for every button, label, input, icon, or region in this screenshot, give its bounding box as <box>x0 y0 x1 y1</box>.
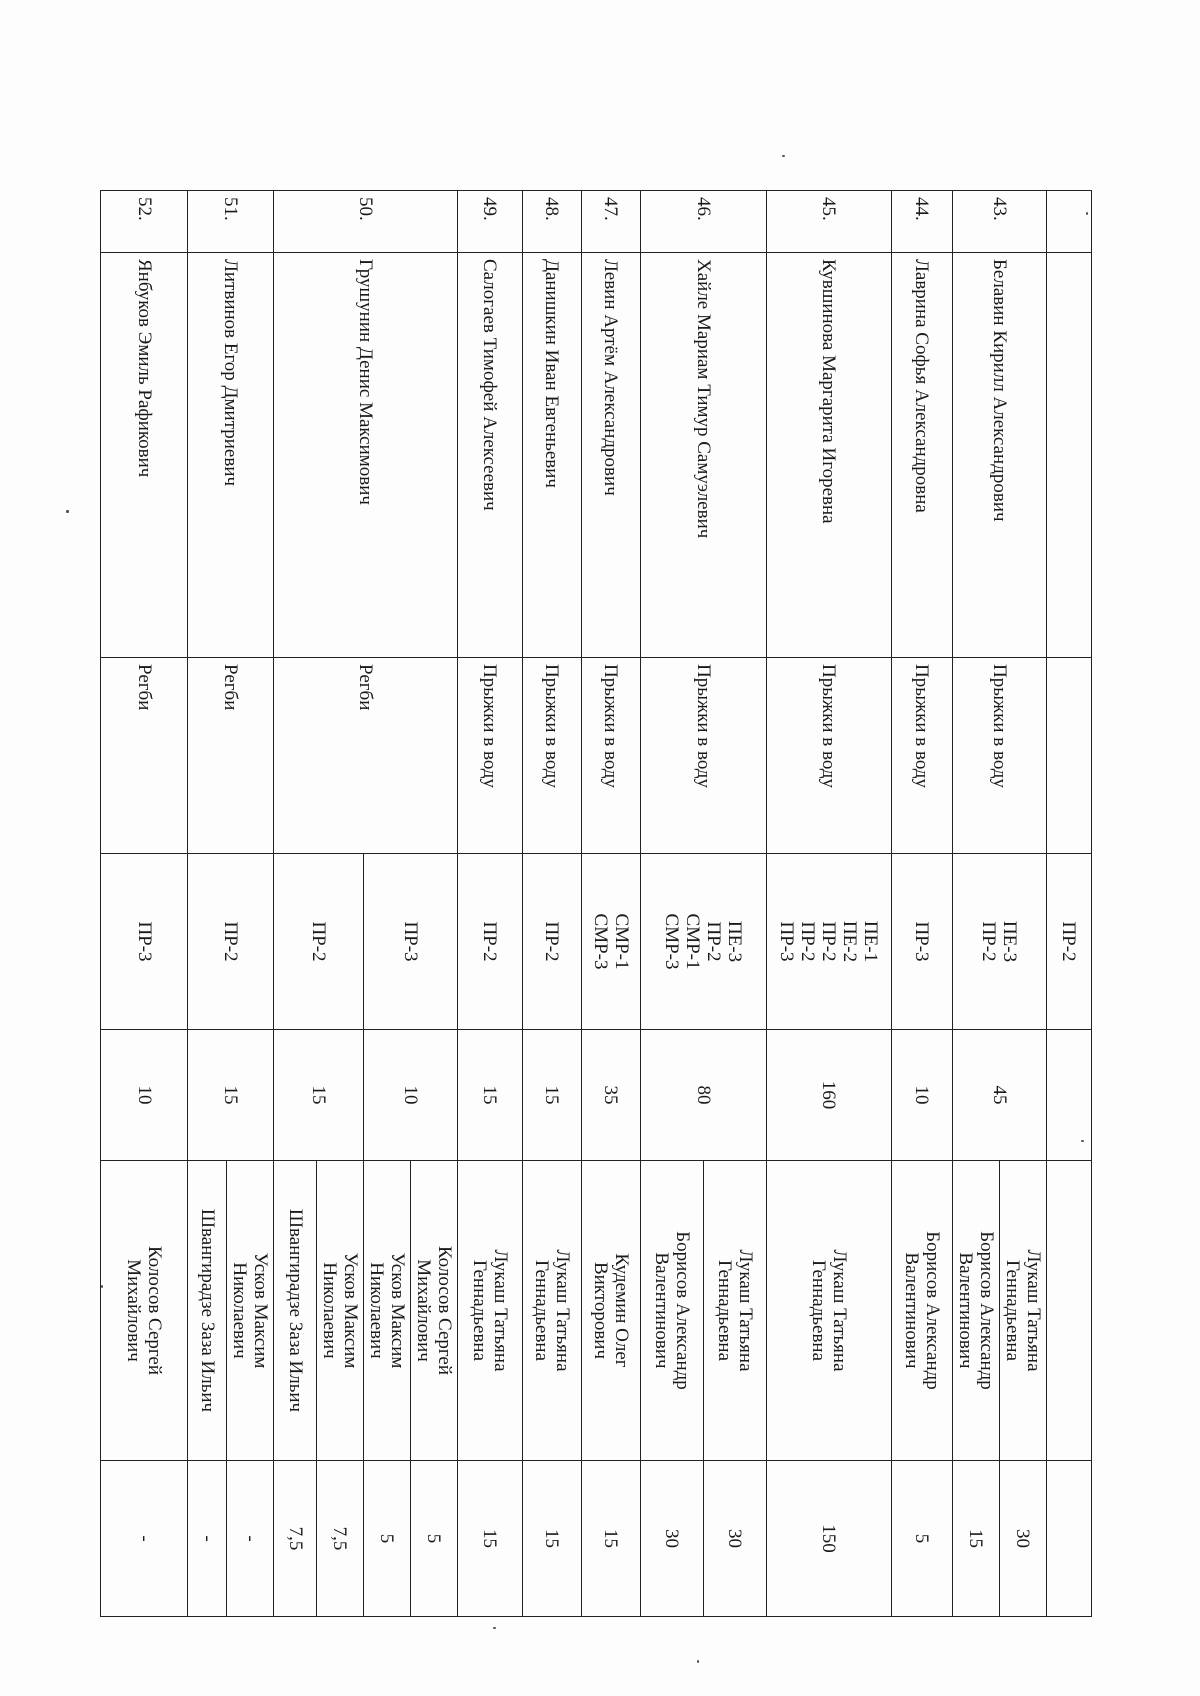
row-number: 46. <box>641 191 767 253</box>
athlete-name: Данишкин Иван Евгеньевич <box>523 253 582 658</box>
athlete-name: Левин Артём Александрович <box>582 253 641 658</box>
table-row <box>1000 191 1047 1617</box>
hours: 15 <box>523 1030 582 1161</box>
table-row <box>458 191 523 1617</box>
coach-hours: 30 <box>1000 1461 1047 1617</box>
stage-category: ПР-2 <box>1047 854 1092 1030</box>
sport: Прыжки в воду <box>458 658 523 854</box>
stage-category: ПЕ-3 ПР-2 <box>953 854 1047 1030</box>
row-number <box>1047 191 1092 253</box>
coach-hours: 30 <box>641 1461 704 1617</box>
row-number: 49. <box>458 191 523 253</box>
stage-category: ПР-2 <box>458 854 523 1030</box>
coach-name: Швангирадзе Заза Ильич <box>274 1161 317 1461</box>
coach-hours: 5 <box>411 1461 458 1617</box>
sport: Регби <box>101 658 188 854</box>
table-row <box>704 191 767 1617</box>
coach-name: Лукаш Татьяна Геннадьевна <box>458 1161 523 1461</box>
coach-name: Усков Максим Николаевич <box>317 1161 364 1461</box>
scan-speck <box>1086 212 1088 215</box>
hours: 15 <box>188 1030 274 1161</box>
coach-hours: - <box>188 1461 227 1617</box>
coach-name: Борисов Александр Валентинович <box>641 1161 704 1461</box>
table-row <box>767 191 892 1617</box>
hours: 45 <box>953 1030 1047 1161</box>
coach-name: Швангирадзе Заза Ильич <box>188 1161 227 1461</box>
rotated-document <box>123 190 1092 1616</box>
scan-speck <box>782 155 785 157</box>
sport: Прыжки в воду <box>641 658 767 854</box>
scan-speck <box>697 1660 699 1663</box>
stage-category: ПР-3 <box>364 854 458 1030</box>
coach-name: Лукаш Татьяна Геннадьевна <box>767 1161 892 1461</box>
scan-speck <box>493 1627 496 1629</box>
stage-category: ПР-2 <box>274 854 364 1030</box>
athlete-name: Белавин Кирилл Александрович <box>953 253 1047 658</box>
sport: Прыжки в воду <box>953 658 1047 854</box>
table-row <box>227 191 274 1617</box>
sport: Прыжки в воду <box>892 658 953 854</box>
coach-name: Колосов Сергей Михайлович <box>411 1161 458 1461</box>
scan-speck <box>1081 1140 1084 1142</box>
coach-name: Колосов Сергей Михайлович <box>101 1161 188 1461</box>
coach-name: Борисов Александр Валентинович <box>892 1161 953 1461</box>
coach-name: Лукаш Татьяна Геннадьевна <box>704 1161 767 1461</box>
row-number: 50. <box>274 191 458 253</box>
coach-hours: 5 <box>364 1461 411 1617</box>
stage-category: ПЕ-3 ПР-2 СМР-1 СМР-3 <box>641 854 767 1030</box>
athlete-name: Грушунин Денис Максимович <box>274 253 458 658</box>
coach-hours: 15 <box>582 1461 641 1617</box>
athlete-name <box>1047 253 1092 658</box>
coach-name: Усков Максим Николаевич <box>227 1161 274 1461</box>
coach-name: Усков Максим Николаевич <box>364 1161 411 1461</box>
row-number: 48. <box>523 191 582 253</box>
coach-hours: 30 <box>704 1461 767 1617</box>
athlete-name: Кувшинова Маргарита Игоревна <box>767 253 892 658</box>
hours: 35 <box>582 1030 641 1161</box>
hours: 160 <box>767 1030 892 1161</box>
scan-speck <box>66 510 69 513</box>
stage-category: ПР-3 <box>892 854 953 1030</box>
sport: Прыжки в воду <box>767 658 892 854</box>
row-number: 52. <box>101 191 188 253</box>
coach-hours: 7,5 <box>317 1461 364 1617</box>
table-row <box>101 191 188 1617</box>
coach-hours: 150 <box>767 1461 892 1617</box>
athlete-name: Лаврина Софья Александровна <box>892 253 953 658</box>
coach-name <box>1047 1161 1092 1461</box>
sport: Регби <box>274 658 458 854</box>
coach-name: Кудемин Олег Викторович <box>582 1161 641 1461</box>
hours: 10 <box>101 1030 188 1161</box>
coach-hours: 15 <box>458 1461 523 1617</box>
hours: 15 <box>458 1030 523 1161</box>
table-row <box>411 191 458 1617</box>
hours: 80 <box>641 1030 767 1161</box>
row-number: 44. <box>892 191 953 253</box>
sport: Регби <box>188 658 274 854</box>
coach-hours: 15 <box>953 1461 1000 1617</box>
row-number: 45. <box>767 191 892 253</box>
coach-load-table <box>101 190 1093 1617</box>
coach-hours <box>1047 1461 1092 1617</box>
hours: 10 <box>364 1030 458 1161</box>
stage-category: ПР-2 <box>188 854 274 1030</box>
hours <box>1047 1030 1092 1161</box>
coach-name: Лукаш Татьяна Геннадьевна <box>1000 1161 1047 1461</box>
coach-hours: 7,5 <box>274 1461 317 1617</box>
stage-category: СМР-1 СМР-3 <box>582 854 641 1030</box>
coach-name: Лукаш Татьяна Геннадьевна <box>523 1161 582 1461</box>
coach-name: Борисов Александр Валентинович <box>953 1161 1000 1461</box>
table-row <box>892 191 953 1617</box>
coach-hours: - <box>101 1461 188 1617</box>
stage-category: ПР-3 <box>101 854 188 1030</box>
sport: Прыжки в воду <box>582 658 641 854</box>
athlete-name: Салогаев Тимофей Алексеевич <box>458 253 523 658</box>
table-row <box>582 191 641 1617</box>
table-row <box>523 191 582 1617</box>
sport <box>1047 658 1092 854</box>
athlete-name: Янбуков Эмиль Рафикович <box>101 253 188 658</box>
stage-category: ПЕ-1 ПЕ-2 ПР-2 ПР-2 ПР-3 <box>767 854 892 1030</box>
scan-speck <box>101 1285 103 1288</box>
coach-hours: 5 <box>892 1461 953 1617</box>
sport: Прыжки в воду <box>523 658 582 854</box>
coach-hours: 15 <box>523 1461 582 1617</box>
row-number: 47. <box>582 191 641 253</box>
row-number: 43. <box>953 191 1047 253</box>
table-row <box>1047 191 1092 1617</box>
row-number: 51. <box>188 191 274 253</box>
hours: 10 <box>892 1030 953 1161</box>
coach-hours: - <box>227 1461 274 1617</box>
athlete-name: Хайле Мариам Тимур Самуэлевич <box>641 253 767 658</box>
athlete-name: Литвинов Егор Дмитриевич <box>188 253 274 658</box>
stage-category: ПР-2 <box>523 854 582 1030</box>
hours: 15 <box>274 1030 364 1161</box>
